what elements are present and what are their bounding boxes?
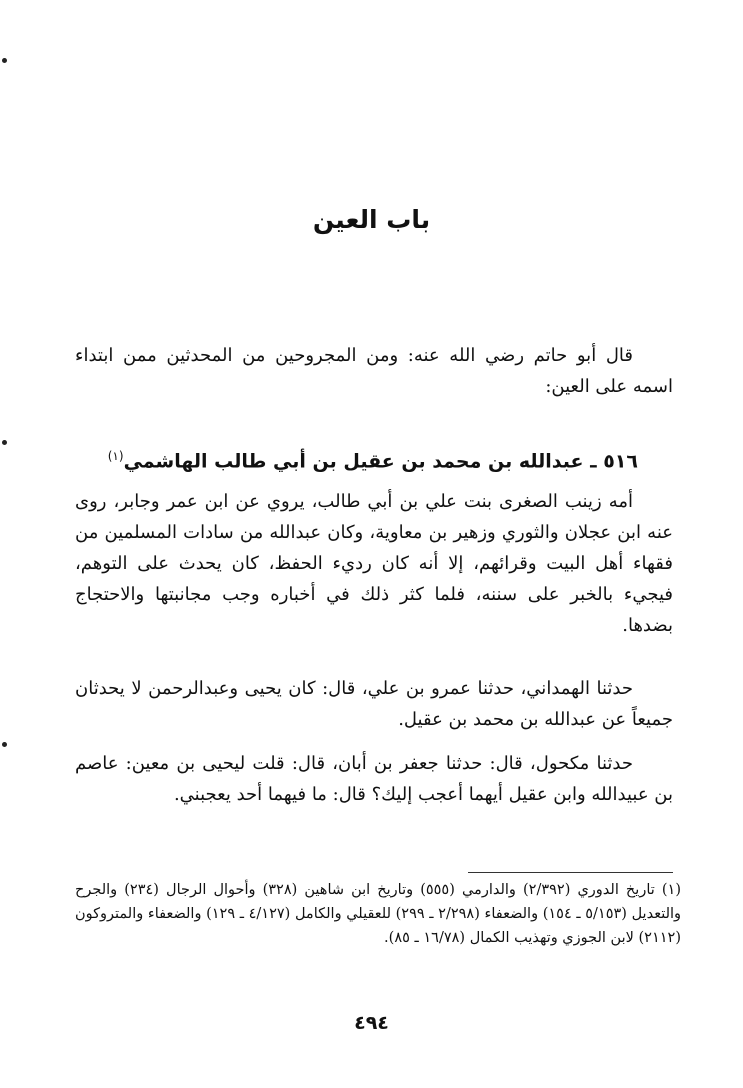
paragraph: أمه زينب الصغرى بنت علي بن أبي طالب، يروي عن ابن عمر وجابر، روى عنه ابن عجلان والثوري وزهير بن معاوية، وكان عبدالله من سادات المسلمين من فقهاء أهل البيت وقرائهم، إلا أنه كان رديء الحفظ، كان يحدث على التوهم، فيجيء بالخبر على سننه، فلما كثر ذلك في أخباره وجب مجانبتها والاحتجاج بضدها. bbox=[75, 491, 673, 636]
page-number: ٤٩٤ bbox=[354, 1012, 389, 1034]
scan-dot bbox=[2, 58, 7, 63]
entry-heading bbox=[75, 440, 638, 477]
intro-text: قال أبو حاتم رضي الله عنه: ومن المجروحين من المحدثين ممن ابتداء اسمه على العين: bbox=[75, 345, 673, 397]
narration-paragraph bbox=[75, 748, 673, 810]
paragraph: حدثنا الهمداني، حدثنا عمرو بن علي، قال: كان يحيى وعبدالرحمن لا يحدثان جميعاً عن عبدالله بن محمد بن عقيل. bbox=[75, 678, 673, 730]
entry-heading-text: ٥١٦ ـ عبدالله بن محمد بن عقيل بن أبي طالب الهاشمي bbox=[123, 450, 638, 473]
footnote: (١) تاريخ الدوري (٢/٣٩٢) والدارمي (٥٥٥) وتاريخ ابن شاهين (٣٢٨) وأحوال الرجال (٢٣٤) والجرح والتعديل (٥/١٥٣ ـ ١٥٤) والضعفاء (٢/٢٩٨ ـ ٢٩٩) للعقيلي والكامل (٤/١٢٧ ـ ١٢٩) والضعفاء والمتروكون (٢١١٢) لابن الجوزي وتهذيب الكمال (١٦/٧٨ ـ ٨٥). bbox=[75, 882, 682, 946]
chapter-title: باب العين bbox=[312, 205, 431, 234]
scan-dot bbox=[2, 742, 7, 747]
paragraph: حدثنا مكحول، قال: حدثنا جعفر بن أبان، قال: قلت ليحيى بن معين: عاصم بن عبيدالله وابن عقيل أيهما أعجب إليك؟ قال: ما فيهما أحد يعجبني. bbox=[75, 753, 673, 805]
narration-paragraph bbox=[75, 673, 673, 735]
footnote-marker: (١) bbox=[107, 449, 124, 463]
intro-paragraph bbox=[75, 340, 673, 402]
entry-body-paragraph bbox=[75, 486, 673, 641]
footnote-divider bbox=[468, 872, 673, 873]
scan-dot bbox=[2, 440, 7, 445]
